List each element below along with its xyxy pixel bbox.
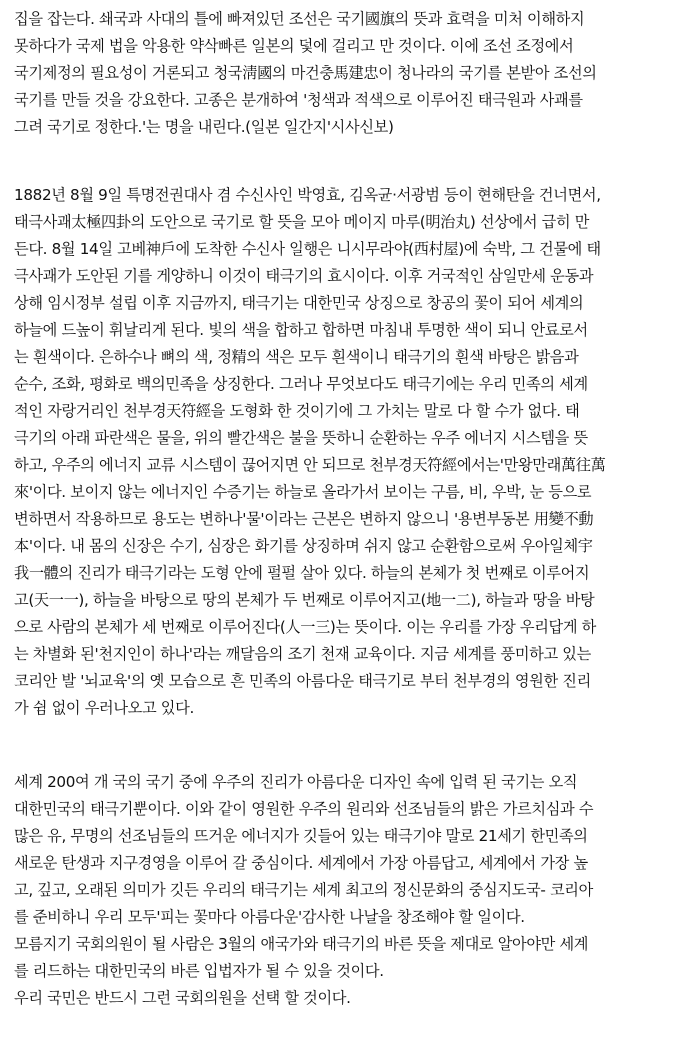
text-line: 극사괘가 도안된 기를 게양하니 이것이 태극기의 효시이다. 이후 거국적인 삼일만세 운동과 [14,267,594,285]
paragraph-1 [14,6,692,141]
text-line: 새로운 탄생과 지구경영을 이루어 갈 중심이다. 세계에서 가장 아름답고, 세계에서 가장 높 [14,854,588,872]
text-line: 순수, 조화, 평화로 백의민족을 상징한다. 그러나 무엇보다도 태극기에는 우리 민족의 세계 [14,375,588,393]
paragraph-2 [14,182,692,722]
text-line: 가 쉼 없이 우러나오고 있다. [14,699,194,717]
text-line: 를 준비하니 우리 모두'피는 꽃마다 아름다운'감사한 나날을 창조해야 할 일이다. [14,908,525,926]
text-line: 대한민국의 태극기뿐이다. 이와 같이 영원한 우주의 원리와 선조님들의 밝은 가르치심과 수 [14,800,594,818]
text-line: 국기제정의 필요성이 거론되고 청국淸國의 마건충馬建忠이 청나라의 국기를 본받아 조선의 [14,64,597,82]
text-line: 태극사괘太極四卦의 도안으로 국기로 할 뜻을 모아 메이지 마루(明治丸) 선상에서 급히 만 [14,213,590,231]
text-line: 그려 국기로 정한다.'는 명을 내린다.(일본 일간지'시사신보) [14,118,394,136]
text-line: 는 흰색이다. 은하수나 뼈의 색, 정精의 색은 모두 흰색이니 태극기의 흰색 바탕은 밝음과 [14,348,579,366]
text-line: 든다. 8월 14일 고베神戶에 도착한 수신사 일행은 니시무라야(西村屋)에 숙박, 그 건물에 태 [14,240,601,258]
text-line: 고(天一一), 하늘을 바탕으로 땅의 본체가 두 번째로 이루어지고(地一二), 하늘과 땅을 바탕 [14,591,595,609]
text-line: 집을 잡는다. 쇄국과 사대의 틀에 빠져있던 조선은 국기國旗의 뜻과 효력을 미처 이해하지 [14,10,585,28]
text-line: 세계 200여 개 국의 국기 중에 우주의 진리가 아름다운 디자인 속에 입력 된 국기는 오직 [14,773,578,791]
text-line: 1882년 8월 9일 특명전권대사 겸 수신사인 박영효, 김옥균·서광범 등이 현해탄을 건너면서, [14,186,601,204]
text-line: 고, 깊고, 오래된 의미가 깃든 우리의 태극기는 세계 최고의 정신문화의 중심지도국- 코리아 [14,881,593,899]
text-line: 적인 자랑거리인 천부경天符經을 도형화 한 것이기에 그 가치는 말로 다 할 수가 없다. 태 [14,402,580,420]
text-line: 상해 임시정부 설립 이후 지금까지, 태극기는 대한민국 상징으로 창공의 꽃이 되어 세계의 [14,294,584,312]
text-line: 우리 국민은 반드시 그런 국회의원을 선택 할 것이다. [14,989,351,1007]
text-line: 來'이다. 보이지 않는 에너지인 수증기는 하늘로 올라가서 보이는 구름, 비, 우박, 눈 등으로 [14,483,592,501]
paragraph-3 [14,769,692,1012]
text-line: 를 리드하는 대한민국의 바른 입법자가 될 수 있을 것이다. [14,962,384,980]
text-line: 못하다가 국제 법을 악용한 약삭빠른 일본의 덫에 걸리고 만 것이다. 이에 조선 조정에서 [14,37,574,55]
text-line: 本'이다. 내 몸의 신장은 수기, 심장은 화기를 상징하며 쉬지 않고 순환함으로써 우아일체宇 [14,537,593,555]
text-line: 모름지기 국회의원이 될 사람은 3월의 애국가와 태극기의 바른 뜻을 제대로 알아야만 세계 [14,935,589,953]
text-line: 코리안 발 '뇌교육'의 옛 모습으로 흔 민족의 아름다운 태극기로 부터 천부경의 영원한 진리 [14,672,591,690]
text-line: 하고, 우주의 에너지 교류 시스템이 끊어지면 안 되므로 천부경天符經에서는'만왕만래萬往萬 [14,456,606,474]
text-line: 국기를 만들 것을 강요한다. 고종은 분개하여 '청색과 적색으로 이루어진 태극원과 사괘를 [14,91,583,109]
text-line: 하늘에 드높이 휘날리게 된다. 빛의 색을 합하고 합하면 마침내 투명한 색이 되니 안료로서 [14,321,588,339]
text-line: 는 차별화 된'천지인이 하나'라는 깨달음의 조기 천재 교육이다. 지금 세계를 풍미하고 있는 [14,645,591,663]
text-line: 많은 유, 무명의 선조님들의 뜨거운 에너지가 깃들어 있는 태극기야 말로 21세기 한민족의 [14,827,588,845]
text-line: 으로 사람의 본체가 세 번째로 이루어진다(人一三)는 뜻이다. 이는 우리를 가장 우리답게 하 [14,618,596,636]
text-line: 변하면서 작용하므로 용도는 변하나'물'이라는 근본은 변하지 않으니 '용변부동본 用變不動 [14,510,594,528]
text-line: 我一體의 진리가 태극기라는 도형 안에 펄펄 살아 있다. 하늘의 본체가 첫 번째로 이루어지 [14,564,590,582]
text-line: 극기의 아래 파란색은 물을, 위의 빨간색은 불을 뜻하니 순환하는 우주 에너지 시스템을 뜻 [14,429,588,447]
